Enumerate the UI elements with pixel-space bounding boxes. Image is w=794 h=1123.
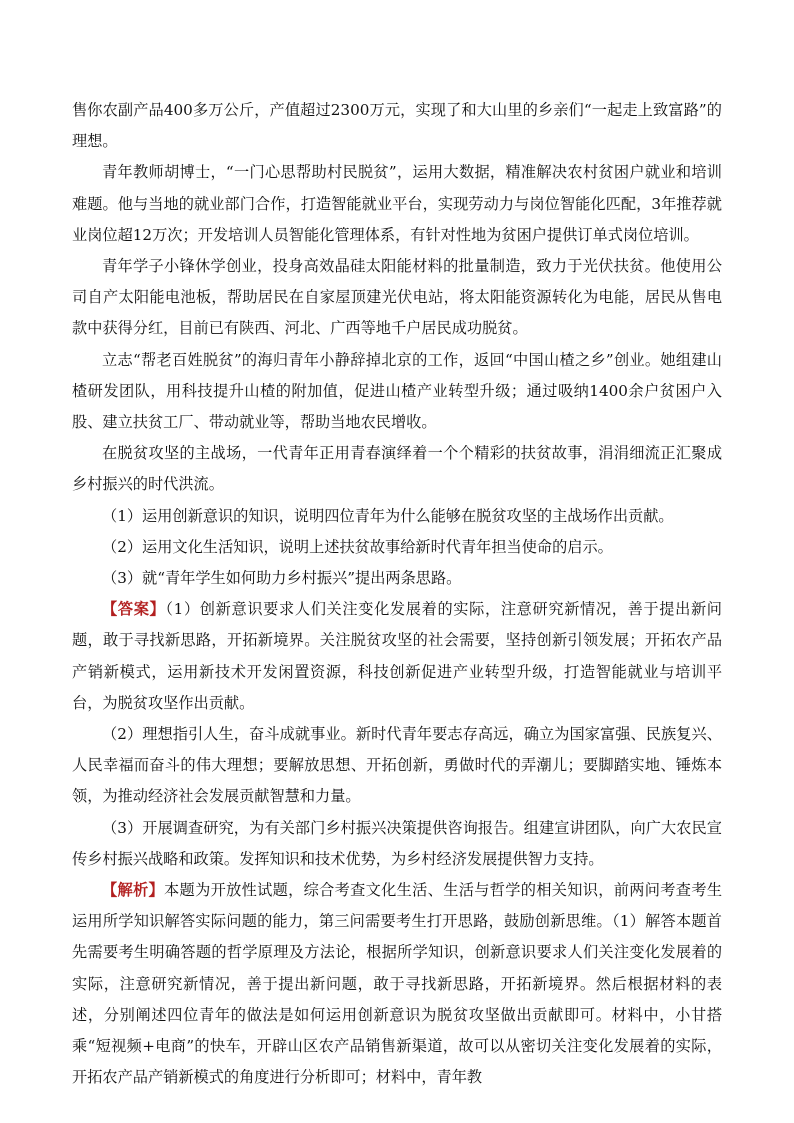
answer-label: 【答案】 [102,600,166,619]
answer-2: （2）理想指引人生，奋斗成就事业。新时代青年要志存高远，确立为国家富强、民族复兴、人民幸福而奋斗的伟大理想；要解放思想、开拓创新，勇做时代的弄潮儿；要脚踏实地、锤炼本领，为推动经济社会发展贡献智慧和力量。 [72,725,722,806]
question-1: （1）运用创新意识的知识，说明四位青年为什么能够在脱贫攻坚的主战场作出贡献。 [102,506,674,525]
answer-1 [72,594,722,719]
material-paragraph-solar: 青年学子小锋休学创业，投身高效晶硅太阳能材料的批量制造，致力于光伏扶贫。他使用公司自产太阳能电池板，帮助居民在自家屋顶建光伏电站，将太阳能资源转化为电能，居民从售电款中获得分红，目前已有陕西、河北、广西等地千户居民成功脱贫。 [72,257,722,338]
analysis-text: 本题为开放性试题，综合考查文化生活、生活与哲学的相关知识，前两问考查考生运用所学知识解答实际问题的能力，第三问需要考生打开思路，鼓励创新思维。（1）解答本题首先需要考生明确答题的哲学原理及方法论，根据所学知识，创新意识要求人们关注变化发展着的实际，注意研究新情况，善于提出新问题，敢于寻找新思路，开拓新境界。然后根据材料的表述，分别阐述四位青年的做法是如何运用创新意识为脱贫攻坚做出贡献即可。材料中，小甘搭乘“短视频+电商”的快车，开辟山区农产品销售新渠道，故可以从密切关注变化发展着的实际，开拓农产品产销新模式的角度进行分析即可；材料中，青年教 [72,881,723,1087]
answer-3: （3）开展调查研究，为有关部门乡村振兴决策提供咨询报告。组建宣讲团队，向广大农民宣传乡村振兴战略和政策。发挥知识和技术优势，为乡村经济发展提供智力支持。 [72,818,722,868]
document-page [72,95,722,1094]
question-3: （3）就“青年学生如何助力乡村振兴”提出两条思路。 [102,569,462,588]
material-paragraph-teacher: 青年教师胡博士，“一门心思帮助村民脱贫”，运用大数据，精准解决农村贫困户就业和培训难题。他与当地的就业部门合作，打造智能就业平台，实现劳动力与岗位智能化匹配，3年推荐就业岗位超12万次；开发培训人员智能化管理体系，有针对性地为贫困户提供订单式岗位培训。 [72,163,722,244]
answer-1-text: （1）创新意识要求人们关注变化发展着的实际，注意研究新情况，善于提出新问题，敢于寻找新思路，开拓新境界。关注脱贫攻坚的社会需要，坚持创新引领发展；开拓农产品产销新模式，运用新技术开发闲置资源，科技创新促进产业转型升级，打造智能就业与培训平台，为脱贫攻坚作出贡献。 [72,600,722,712]
analysis [72,875,722,1093]
material-paragraph-summary: 在脱贫攻坚的主战场，一代青年正用青春演绎着一个个精彩的扶贫故事，涓涓细流正汇聚成乡村振兴的时代洪流。 [72,444,722,494]
analysis-label: 【解析】 [102,881,165,900]
material-paragraph-continued: 售你农副产品400多万公斤，产值超过2300万元，实现了和大山里的乡亲们“一起走上致富路”的理想。 [72,101,722,151]
question-2: （2）运用文化生活知识，说明上述扶贫故事给新时代青年担当使命的启示。 [102,537,613,556]
material-paragraph-hawthorn: 立志“帮老百姓脱贫”的海归青年小静辞掉北京的工作，返回“中国山楂之乡”创业。她组建山楂研发团队，用科技提升山楂的附加值，促进山楂产业转型升级；通过吸纳1400余户贫困户入股、建立扶贫工厂、带动就业等，帮助当地农民增收。 [72,350,722,432]
